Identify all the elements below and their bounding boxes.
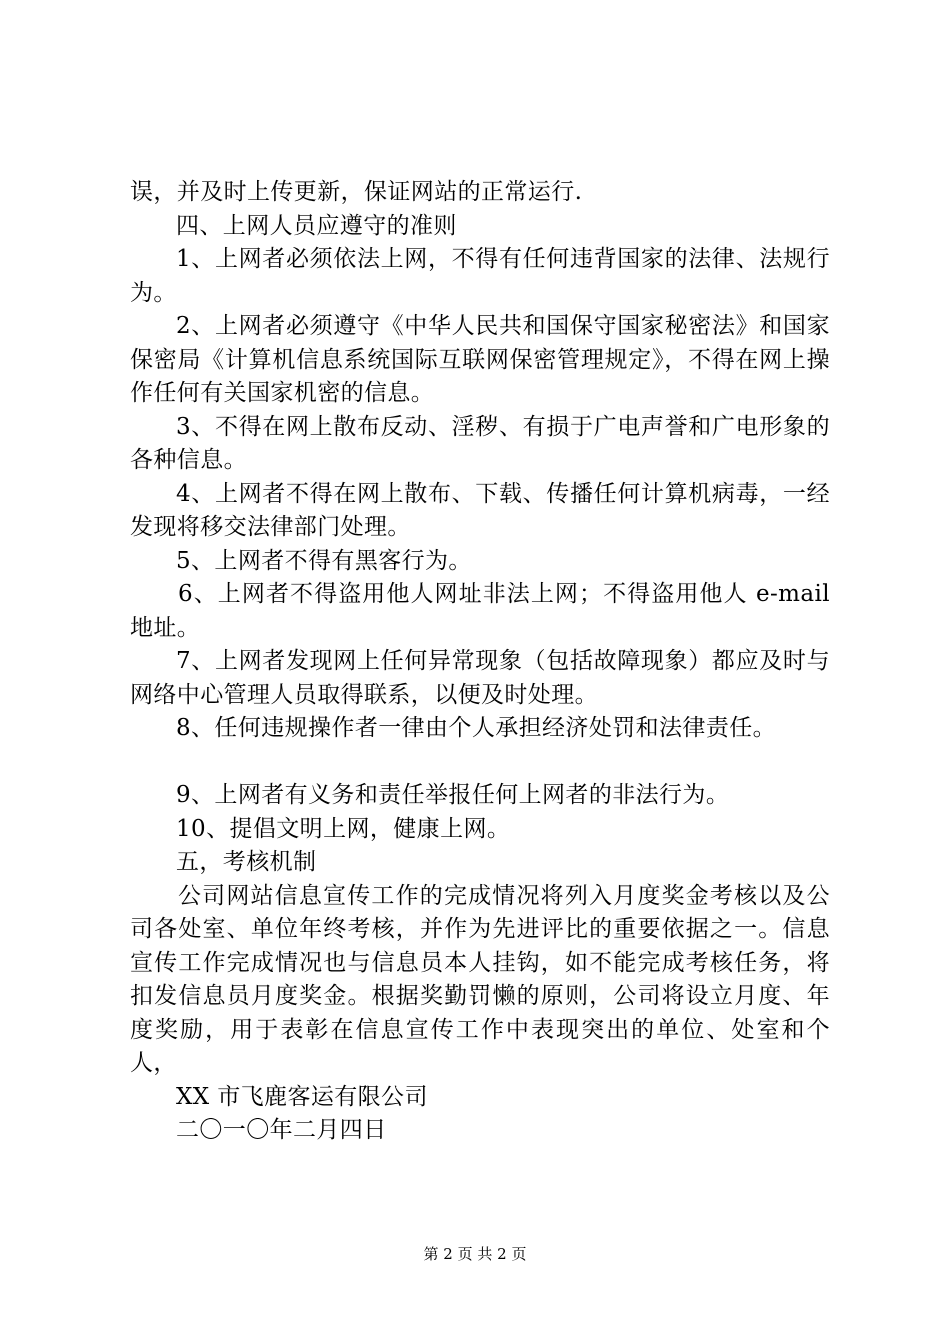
rule-item-8: 8、任何违规操作者一律由个人承担经济处罚和法律责任。	[176, 715, 777, 741]
rule-item-2: 2、上网者必须遵守《中华人民共和国保守国家秘密法》和国家保密局《计算机信息系统国际互联网保密管理规定》，不得在网上操作任何有关国家机密的信息。	[130, 313, 830, 406]
page-number: 第 2 页 共 2 页	[423, 1245, 527, 1263]
blank-line	[130, 746, 830, 780]
section-heading-assessment: 五，考核机制	[176, 849, 317, 875]
rule-item-1: 1、上网者必须依法上网，不得有任何违背国家的法律、法规行为。	[130, 246, 830, 306]
rule-item-3: 3、不得在网上散布反动、淫秽、有损于广电声誉和广电形象的各种信息。	[130, 413, 830, 473]
section-heading-rules: 四、上网人员应遵守的准则	[176, 212, 457, 239]
rule-item-10: 10、提倡文明上网，健康上网。	[176, 815, 511, 842]
rule-item-7: 7、上网者发现网上任何异常现象（包括故障现象）都应及时与网络中心管理人员取得联系，以便及时处理。	[130, 648, 830, 708]
assessment-paragraph: 公司网站信息宣传工作的完成情况将列入月度奖金考核以及公司各处室、单位年终考核，并作为先进评比的重要依据之一。信息宣传工作完成情况也与信息员本人挂钩，如不能完成考核任务，将扣发信息员月度奖金。根据奖勤罚懒的原则，公司将设立月度、年度奖励，用于表彰在信息宣传工作中表现突出的单位、处室和个人，	[130, 882, 830, 1076]
page-footer	[0, 1244, 950, 1264]
rule-item-5: 5、上网者不得有黑客行为。	[176, 547, 472, 574]
signature-date: 二〇一〇年二月四日	[176, 1117, 387, 1143]
rule-item-9: 9、上网者有义务和责任举报任何上网者的非法行为。	[176, 782, 730, 808]
paragraph-continuation: 误，并及时上传更新，保证网站的正常运行.	[130, 179, 583, 205]
document-body	[130, 176, 830, 1148]
signature-company: XX 市飞鹿客运有限公司	[176, 1083, 428, 1110]
rule-item-4: 4、上网者不得在网上散布、下载、传播任何计算机病毒，一经发现将移交法律部门处理。	[130, 480, 830, 540]
rule-item-6: 6、上网者不得盗用他人网址非法上网；不得盗用他人 e-mail 地址。	[130, 581, 830, 641]
